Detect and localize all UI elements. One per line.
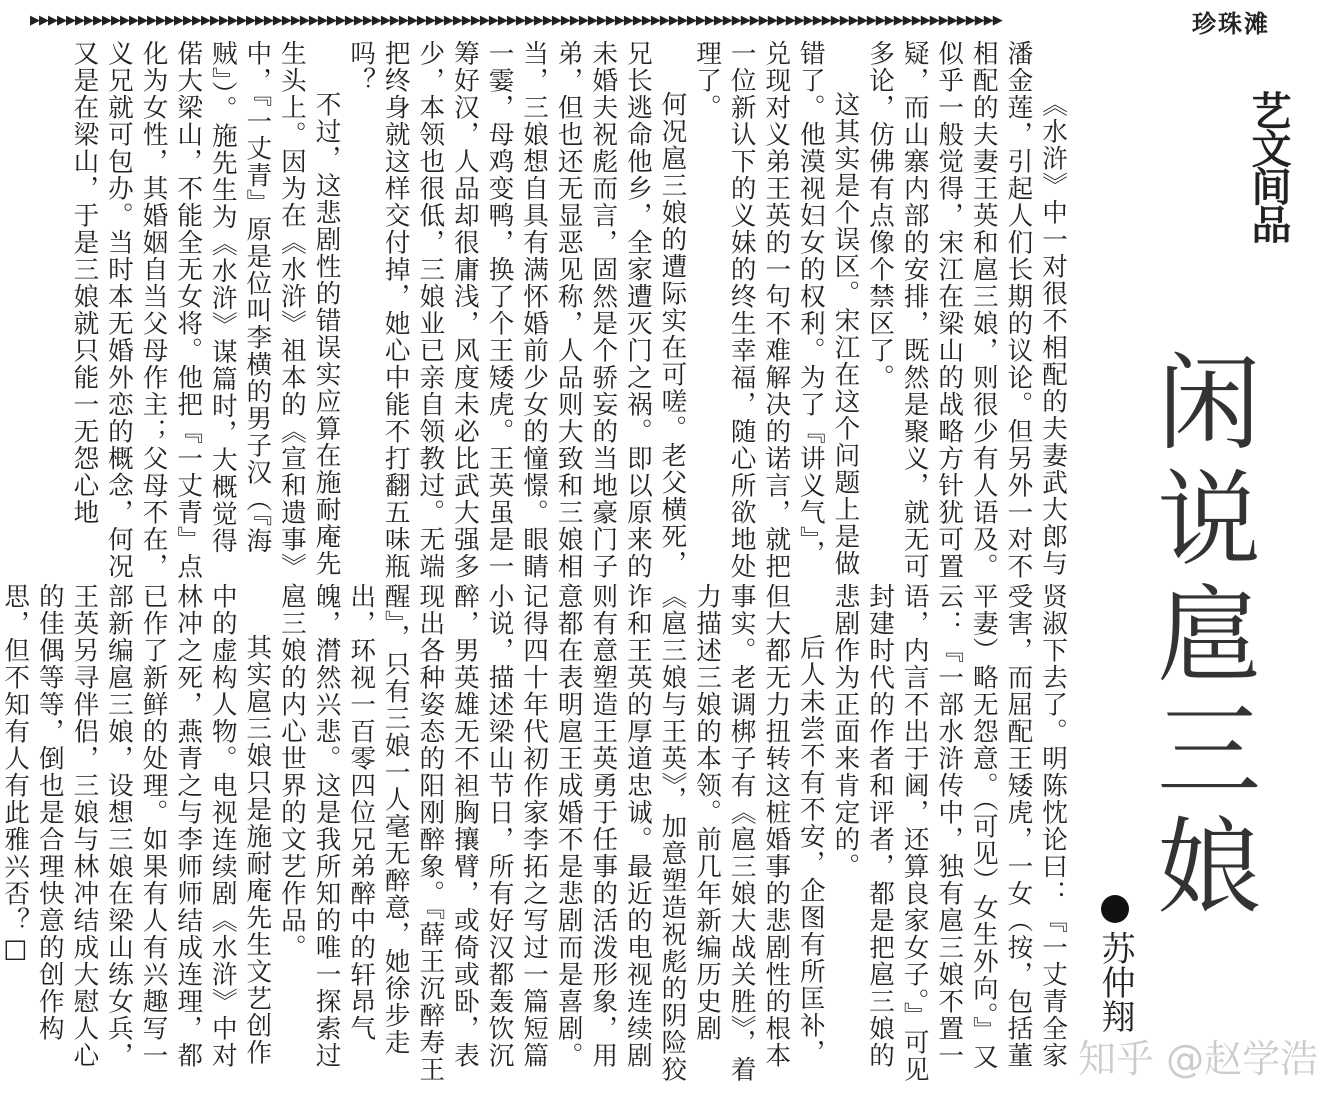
paragraph: 《水浒》中一对很不相配的夫妻武大郎与潘金莲，引起人们长期的议论。但另外一对不相配的夫妻王英和扈三娘，则很少有人语及。似乎一般觉得，宋江在梁山的战略方针犹可置疑，而山寨内部的安排，既然是聚义，就无可多论，仿佛有点像个禁区了。 bbox=[865, 40, 1068, 580]
paragraph: 其实扈三娘只是施耐庵先生文艺创作中的虚构人物。电视连续剧《水浒》中对林冲之死，燕青之与李师师结成连理，都已作了新鲜的处理。如果有人有兴趣写一部新编扈三娘，设想三娘在梁山练女兵，王英另寻伴侣，三娘与林冲结成大慰人心的佳偶等等，倒也是合理快意的创作构思，但不知有人有此雅兴否？□ bbox=[0, 583, 273, 1069]
author-byline bbox=[1095, 895, 1135, 1033]
header-ornament-rule: ▶▶▶▶▶▶▶▶▶▶▶▶▶▶▶▶▶▶▶▶▶▶▶▶▶▶▶▶▶▶▶▶▶▶▶▶▶▶▶▶▶▶▶▶▶▶▶▶▶▶▶▶▶▶▶▶▶▶▶▶▶▶▶▶▶▶▶▶▶▶▶▶▶▶▶▶▶▶▶▶▶▶▶▶▶▶▶▶▶▶▶▶▶▶▶▶▶▶▶▶▶▶▶▶▶▶▶▶ bbox=[30, 13, 1002, 28]
author-name: 苏仲翔 bbox=[1095, 931, 1135, 1033]
article-body-top bbox=[40, 40, 1070, 580]
paragraph: 贤淑下去了。明陈忱论曰：『一丈青全家受害，而屈配王矮虎，一女（按，包括董平妻）略无怨意。（可见）女生外向。』又云：『一部水浒传中，独有扈三娘不置一语，内言不出于阃，还算良家女子。』可见封建时代的作者和评者，都是把扈三娘的悲剧作为正面来肯定的。 bbox=[830, 583, 1068, 1084]
column-label: 艺文间品 bbox=[1245, 90, 1291, 242]
section-name: 珍珠滩 bbox=[1192, 10, 1270, 38]
paragraph: 不过，这悲剧性的错误实应算在施耐庵先生头上。因为在《水浒》祖本的《宣和遗事》中，『一丈青』原是位叫李横的男子汉（『海贼』）。施先生为《水浒》谋篇时，大概觉得偌大梁山，不能全无女将。他把『一丈青』点化为女性，其婚姻自当父母作主；父母不在，义兄就可包办。当时本无婚外恋的概念，何况又是在梁山，于是三娘就只能一无怨心地 bbox=[69, 40, 342, 580]
article-body-bottom bbox=[0, 583, 1070, 1093]
article-headline: 闲说扈三娘 bbox=[1139, 348, 1261, 928]
watermark: 知乎 @赵学浩 bbox=[1078, 1037, 1319, 1081]
byline-dot-icon bbox=[1101, 895, 1129, 923]
paragraph: 这其实是个误区。宋江在这个问题上是做错了。他漠视妇女的权利。为了『讲义气』，兑现对义弟王英的一句不难解决的诺言，就把一位新认下的义妹的终生幸福，随心所欲地处理了。 bbox=[692, 40, 861, 580]
paragraph: 何况扈三娘的遭际实在可嗟。老父横死，兄长逃命他乡，全家遭灭门之祸。即以原来的未婚夫祝彪而言，固然是个骄妄的当地豪门子弟，但也还无显恶见称，人品则大致和三娘相当，三娘想自具有满怀婚前少女的憧憬。眼睛一霎，母鸡变鸭，换了个王矮虎。王英虽是一筹好汉，人品却很庸浅，风度未必比武大强多少，本领也很低，三娘业已亲自领教过。无端把终身就这样交付掉，她心中能不打翻五味瓶吗？ bbox=[346, 40, 688, 580]
paragraph: 后人未尝不有不安，企图有所匡补，但大都无力扭转这桩婚事的悲剧性的根本事实。老调梆子有《扈三娘大战关胜》，着力描述三娘的本领。前几年新编历史剧《扈三娘与王英》，加意塑造祝彪的阴险狡诈和王英的厚道忠诚。最近的电视连续剧则有意塑造王英勇于任事的活泼形象，用意都在表明扈王成婚不是悲剧而是喜剧。记得四十年代初作家李拓之写过一篇短篇小说，描述梁山节日，所有好汉都轰饮沉醉，男英雄无不袒胸攘臂，或倚或卧，表现出各种姿态的阳刚醉象。『薛王沉醉寿王醒』，只有三娘一人毫无醉意，她徐步走出，环视一百零四位兄弟醉中的轩昂气魄，潸然兴悲。这是我所知的唯一探索过扈三娘的内心世界的文艺作品。 bbox=[276, 583, 826, 1084]
